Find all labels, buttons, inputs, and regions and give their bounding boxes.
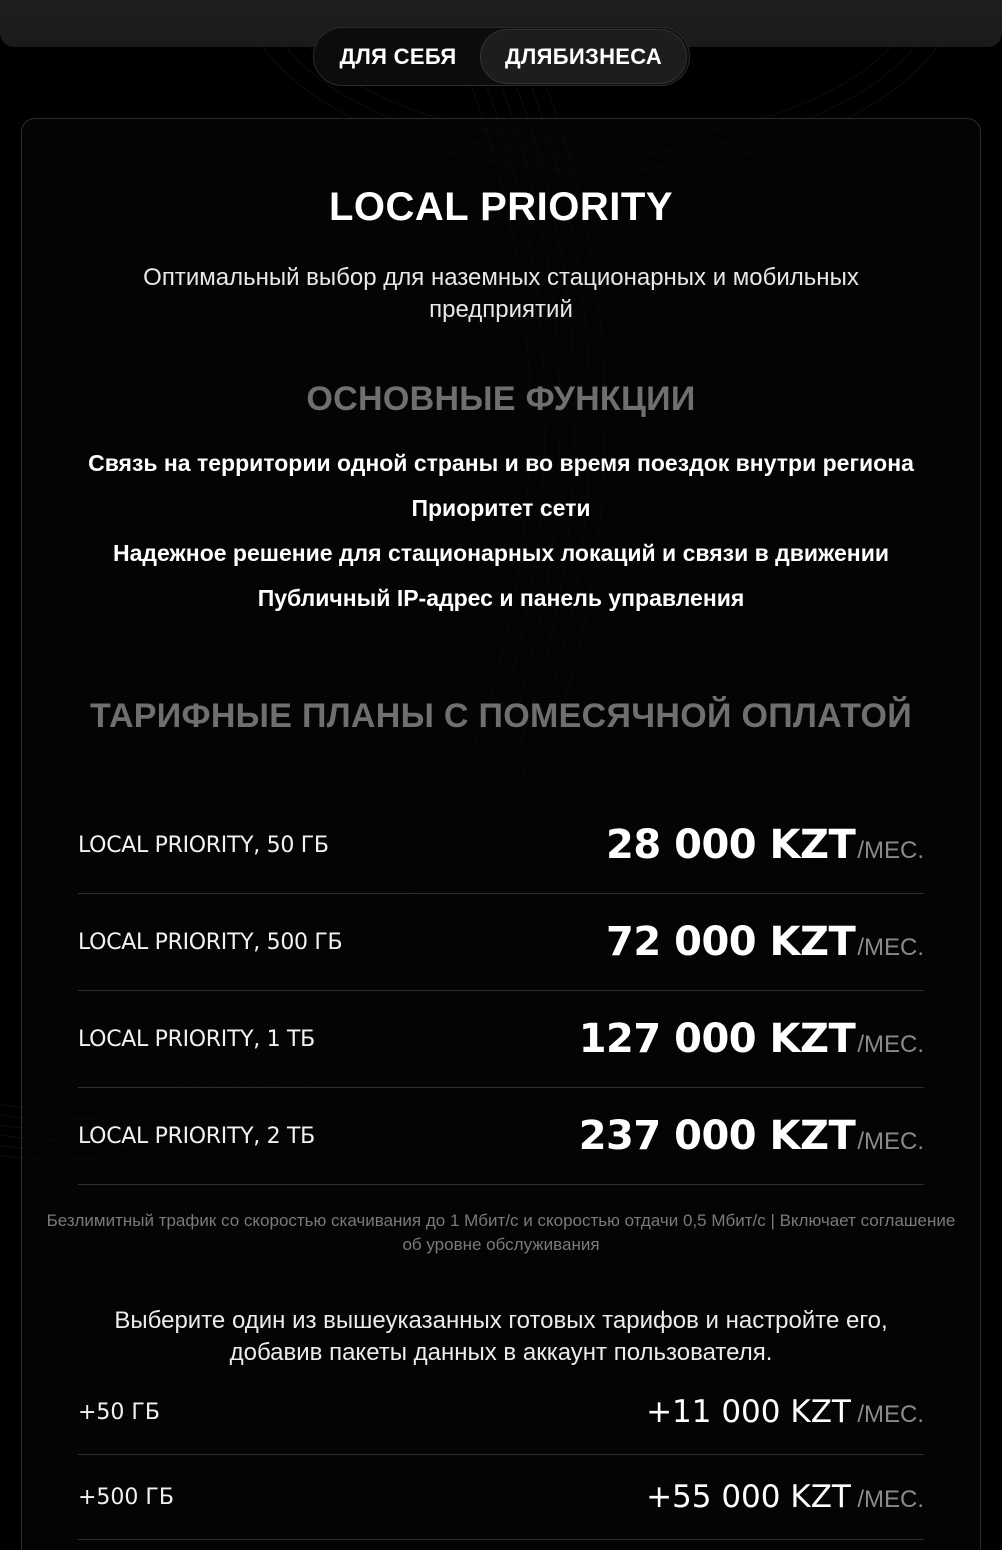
pricing-row xyxy=(78,991,924,1088)
tab-business[interactable]: ДЛЯБИЗНЕСА xyxy=(480,29,687,84)
feature-item: Приоритет сети xyxy=(411,495,591,521)
plan-row-name: LOCAL PRIORITY, 500 ГБ xyxy=(78,929,343,955)
addon-row-price xyxy=(646,1479,924,1515)
pricing-row xyxy=(78,894,924,991)
price-unit: /МЕС. xyxy=(857,1128,924,1155)
plan-row-name: LOCAL PRIORITY, 50 ГБ xyxy=(78,832,329,858)
addon-price-value: +11 000 KZT xyxy=(646,1394,851,1430)
addons-table xyxy=(78,1370,924,1540)
addon-row xyxy=(78,1455,924,1540)
price-value: 127 000 KZT xyxy=(578,1016,856,1062)
pricing-row xyxy=(78,1088,924,1185)
tab-personal[interactable]: ДЛЯ СЕБЯ xyxy=(339,43,457,69)
audience-tabs xyxy=(313,27,690,86)
features-list xyxy=(60,447,942,627)
plan-row-price xyxy=(606,919,924,965)
plan-subtitle: Оптимальный выбор для наземных стационарных и мобильных предприятий xyxy=(143,264,859,323)
plan-row-price xyxy=(579,1113,924,1159)
pricing-heading: ТАРИФНЫЕ ПЛАНЫ С ПОМЕСЯЧНОЙ ОПЛАТОЙ xyxy=(90,697,912,735)
addon-price-value: +55 000 KZT xyxy=(646,1479,851,1515)
pricing-table xyxy=(78,797,924,1185)
plan-row-price xyxy=(579,1016,924,1062)
addon-row xyxy=(78,1370,924,1455)
addon-row-name: +500 ГБ xyxy=(78,1484,174,1510)
price-unit: /МЕС. xyxy=(857,837,924,864)
feature-item: Публичный IP-адрес и панель управления xyxy=(257,585,745,611)
addon-row-name: +50 ГБ xyxy=(78,1399,160,1425)
price-unit: /МЕС. xyxy=(857,934,924,961)
price-value: 237 000 KZT xyxy=(578,1113,856,1159)
plan-row-name: LOCAL PRIORITY, 2 ТБ xyxy=(78,1123,315,1149)
price-value: 28 000 KZT xyxy=(606,822,856,868)
price-unit: /МЕС. xyxy=(857,1031,924,1058)
addon-price-unit: /МЕС. xyxy=(857,1401,924,1428)
feature-item: Надежное решение для стационарных локаций и связи в движении xyxy=(113,540,889,566)
plan-row-price xyxy=(606,822,924,868)
addon-row-price xyxy=(646,1394,924,1430)
plan-title: LOCAL PRIORITY xyxy=(328,185,674,229)
pricing-footnote: Безлимитный трафик со скоростью скачивания до 1 Мбит/с и скоростью отдачи 0,5 Мбит/с | Включает соглашение об уровне обслуживания xyxy=(46,1211,956,1254)
feature-item: Связь на территории одной страны и во время поездок внутри региона xyxy=(88,450,914,476)
plan-row-name: LOCAL PRIORITY, 1 ТБ xyxy=(78,1026,315,1052)
addons-intro: Выберите один из вышеуказанных готовых тарифов и настройте его, добавив пакеты данных в аккаунт пользователя. xyxy=(114,1307,888,1366)
features-heading: ОСНОВНЫЕ ФУНКЦИИ xyxy=(306,380,696,418)
addon-price-unit: /МЕС. xyxy=(857,1486,924,1513)
pricing-row xyxy=(78,797,924,894)
price-value: 72 000 KZT xyxy=(606,919,856,965)
